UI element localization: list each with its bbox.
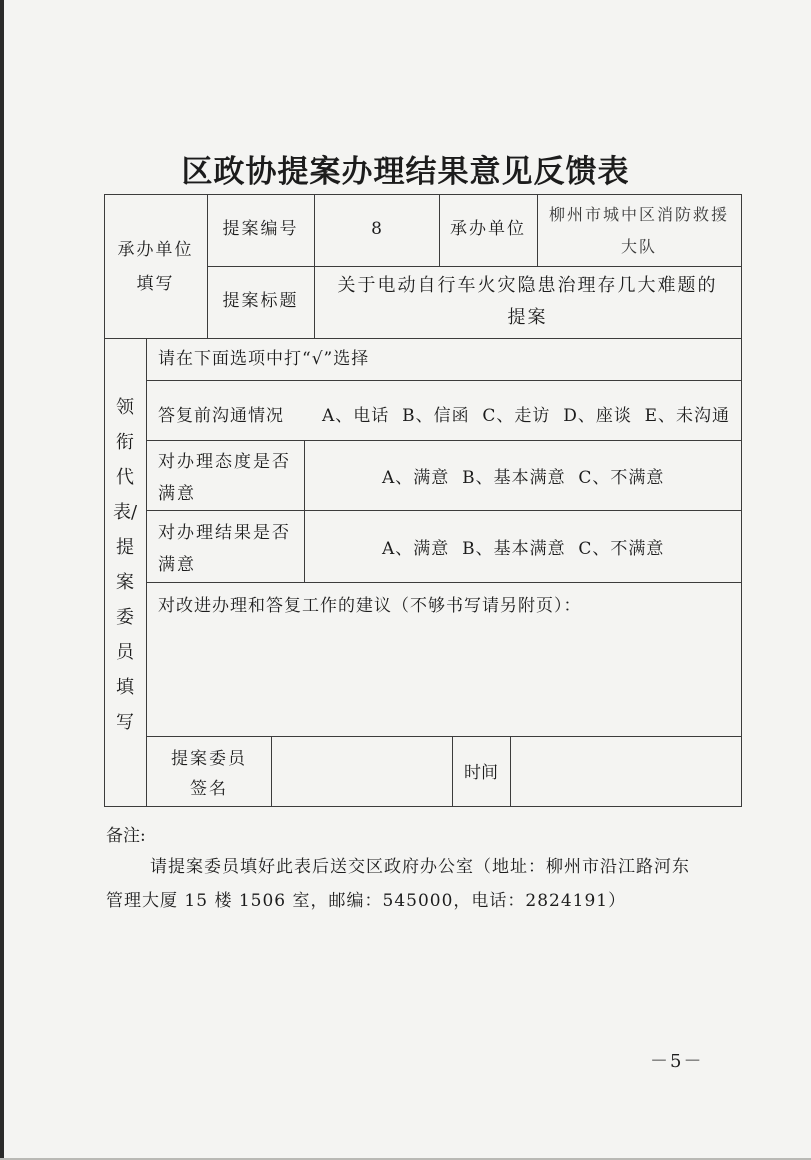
result-label (158, 517, 291, 581)
communication-options[interactable]: A、电话 B、信函 C、走访 D、座谈 E、未沟通 (322, 406, 731, 426)
result-label-line1: 对办理结果是否 (158, 523, 291, 543)
vertical-char: 代 (116, 467, 134, 488)
time-field[interactable] (511, 737, 741, 806)
vertical-char: 填 (116, 677, 134, 698)
unit-value (537, 199, 741, 263)
signature-label-line2: 签名 (190, 779, 228, 799)
proposal-title-label: 提案标题 (222, 291, 299, 311)
vertical-char: 案 (116, 572, 134, 593)
unit-label: 承办单位 (450, 219, 526, 239)
proposal-title-line1: 关于电动自行车火灾隐患治理存几大难题的 (337, 275, 718, 296)
result-options[interactable]: A、满意 B、基本满意 C、不满意 (382, 539, 665, 559)
result-label-line2: 满意 (158, 555, 196, 575)
unit-value-line2: 大队 (620, 237, 657, 256)
vertical-char: 衔 (116, 432, 134, 453)
page-number: －5－ (650, 1051, 704, 1072)
time-label: 时间 (464, 763, 498, 783)
undertaker-section-label (104, 236, 207, 300)
attitude-label-line1: 对办理态度是否 (158, 452, 291, 472)
attitude-label (158, 446, 291, 510)
signature-field[interactable] (272, 737, 452, 806)
proposal-no-value: 8 (371, 219, 382, 239)
attitude-options[interactable]: A、满意 B、基本满意 C、不满意 (382, 468, 665, 488)
vertical-char: 委 (116, 607, 134, 628)
remarks-line2: 管理大厦 15 楼 1506 室，邮编：545000，电话：2824191） (106, 891, 627, 911)
signature-label-line1: 提案委员 (171, 749, 247, 769)
vertical-char: 表/ (112, 502, 138, 523)
form-title: 区政协提案办理结果意见反馈表 (181, 154, 630, 190)
signature-label (147, 744, 271, 804)
communication-label: 答复前沟通情况 (158, 406, 284, 426)
instruction-text: 请在下面选项中打“√”选择 (158, 349, 370, 369)
remarks-heading: 备注: (106, 826, 146, 846)
unit-value-line1: 柳州市城中区消防救援 (548, 205, 729, 224)
vertical-char: 员 (116, 642, 134, 663)
remarks-line1: 请提案委员填好此表后送交区政府办公室（地址：柳州市沿江路河东 (150, 857, 690, 877)
vertical-char: 领 (116, 397, 134, 418)
proposal-no-label: 提案编号 (222, 219, 299, 239)
proposal-title (314, 270, 741, 334)
member-section-vertical-label (104, 390, 146, 740)
undertaker-label-line2: 填写 (136, 273, 175, 294)
undertaker-label-line1: 承办单位 (117, 240, 194, 260)
attitude-label-line2: 满意 (158, 484, 196, 504)
suggestion-label: 对改进办理和答复工作的建议（不够书写请另附页）： (158, 596, 582, 616)
vertical-char: 写 (116, 712, 134, 733)
suggestion-input-area[interactable] (147, 620, 741, 735)
proposal-title-line2: 提案 (507, 307, 548, 328)
vertical-char: 提 (116, 537, 134, 558)
